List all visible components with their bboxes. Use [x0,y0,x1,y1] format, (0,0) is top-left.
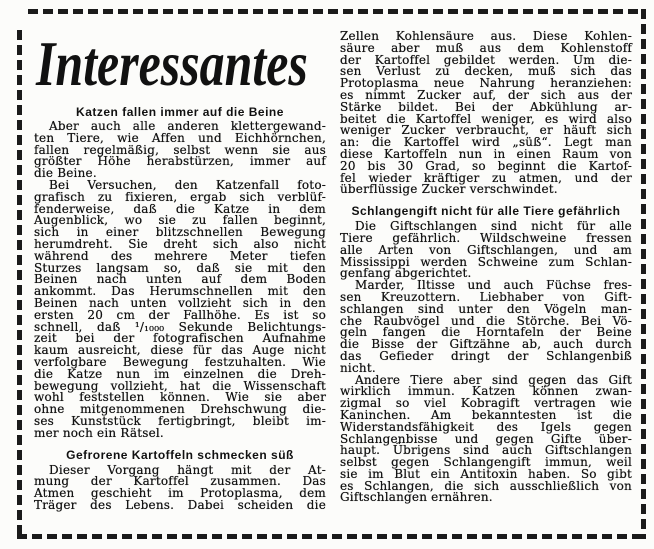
text-line: che Raubvögel und die Störche. Bei Vö- [340,313,632,328]
text-line: genfang abgerichtet. [340,266,472,281]
text-line: wirklich immun. Katzen können zwan- [340,384,632,399]
text-line: Augenblick, wo sie zu fallen beginnt, [34,213,326,228]
text-line: Die Giftschlangen sind nicht für alle [355,219,632,234]
article-heading: Katzen fallen immer auf die Beine [76,105,284,119]
text-line: mer noch ein Rätsel. [34,425,164,440]
article-cats [34,105,326,440]
page-title: Interessantes [36,28,308,99]
text-line: schnell, daß ¹/₁₀₀₀ Sekunde Belichtungs- [34,319,326,334]
text-line: zigmal so viel Kobragift vertragen wie [340,396,632,411]
text-line: Kaninchen. Am bekanntesten ist die [340,407,632,422]
text-line: der Kartoffel gebildet werden. Um die- [340,52,632,67]
text-line: sen Verlust zu decken, muß sich das [340,64,632,79]
text-line: die Bisse der Giftzähne ab, auch durch [340,337,632,352]
paragraph [340,31,632,196]
text-line: beitet die Kartoffel weniger, es wird also [340,111,632,126]
paragraph [340,280,632,374]
article-potatoes [34,448,326,512]
text-line: während des mehrere Meter tiefen [34,248,326,263]
text-line: fallen regelmäßig, selbst wenn sie aus [34,142,326,157]
text-line: Protoplasma neue Nahrung heranziehen: [340,76,632,91]
paragraph [34,462,326,512]
text-line: verfolgbare Bewegung festzuhalten. Wie [34,354,326,369]
dashed-border-bottom [17,534,645,539]
text-line: Bei Versuchen, den Katzenfall foto- [49,177,326,192]
text-line: Zellen Kohlensäure aus. Diese Kohlen- [340,29,632,43]
text-line: es nimmt Zucker auf, der sich aus der [340,87,632,102]
text-line: diese Kartoffeln nun in einen Raum von [340,146,632,161]
text-line: sie im Blut ein Antitoxin haben. So gibt [340,466,632,481]
text-line: Widerstandsfähigkeit des Igels gegen [340,419,632,434]
text-line: bewegung vollzieht, hat die Wissenschaft [34,378,326,393]
text-line: fel wieder kräftiger zu atmen, und der [340,170,632,185]
text-line: ankommt. Das Herumschnellen mit den [34,284,326,299]
text-line: Aber auch alle anderen klettergewand- [49,119,326,133]
text-line: Giftschlangen ernähren. [340,490,493,505]
paragraph [340,221,632,280]
text-line: selbst gegen Schlangengift immun, weil [340,455,632,470]
text-line: an: die Kartoffel wird „süß“. Legt man [340,135,632,150]
text-line: mung der Kartoffel zusammen. Das [34,474,326,489]
text-line: zeit bei der fotografischen Aufnahme [34,331,326,346]
text-line: kaum ausreicht, diese für das Auge nicht [34,343,326,358]
paragraph [34,177,326,440]
text-line: Beinen nach unten auf dem Boden [34,272,326,287]
text-line: schlangen sind unter den Vögeln man- [340,301,632,316]
paragraph [340,372,632,505]
right-column [340,31,632,504]
article-potatoes-continued [340,31,632,196]
dashed-border-top [28,9,645,14]
text-line: Mississippi werden Schweine zum Schlan- [340,254,632,269]
text-line: säure aber muß aus dem Kohlenstoff [340,40,632,55]
text-line: nicht. [340,360,376,375]
text-line: 20 bis 30 Grad, so beginnt die Kartof- [340,158,632,173]
text-line: ersten 20 cm der Fallhöhe. Es ist so [34,307,326,322]
left-column [34,30,326,512]
paragraph [34,121,326,180]
text-line: Marder, Iltisse und auch Füchse fres- [355,278,632,293]
text-line: die Katze nun im einzelnen die Dreh- [34,366,326,381]
text-line: ses Kunststück fertigbringt, bleibt im- [34,413,326,428]
title-box [34,30,326,102]
text-line: sen Kreuzottern. Liebhaber von Gift- [340,289,632,304]
article-heading: Schlangengift nicht für alle Tiere gefährlich [351,204,621,219]
text-line: sich in einer blitzschnellen Bewegung [34,225,326,240]
text-line: ten Tiere, wie Affen und Eichhörnchen, [34,130,326,145]
text-line: haupt. Übrigens sind auch Giftschlangen [340,443,632,458]
text-line: geln fangen die Horntafeln der Beine [340,325,632,340]
article-snakes [340,204,632,504]
text-line: alle Arten von Giftschlangen, und am [340,242,632,257]
text-line: fenderweise, daß die Katze in dem [34,201,326,216]
text-line: weniger Zucker verbraucht, er häuft sich [340,123,632,138]
text-line: größter Höhe herabstürzen, immer auf [34,154,326,169]
text-line: die Beine. [34,166,97,181]
text-line: das Gefieder dringt der Schlangenbiß [340,348,632,363]
text-line: es Schlangen, die sich ausschließlich von [340,478,632,493]
text-line: wohl feststellen können. Wie sie aber [34,390,326,405]
text-line: Tiere gefährlich. Wildschweine fressen [340,230,632,245]
text-line: ohne mitgenommenen Drehschwung die- [34,402,326,417]
text-line: herumdreht. Sie dreht sich also nicht [34,236,326,251]
text-line: Schlangenbisse und gegen Gifte über- [340,431,632,446]
text-line: Andere Tiere aber sind gegen das Gift [355,372,632,387]
text-line: Beinen nach unten vollzieht sich in den [34,295,326,310]
dashed-border-right [641,9,646,539]
text-line: Dieser Vorgang hängt mit der At- [49,462,326,477]
dashed-border-left [17,30,22,539]
text-line: überflüssige Zucker verschwindet. [340,182,558,197]
text-line: Sturzes langsam so, daß sie mit den [34,260,326,275]
article-heading: Gefrorene Kartoffeln schmecken süß [66,447,294,462]
text-line: Stärke bildet. Bei der Abkühlung ar- [340,99,632,114]
text-line: grafisch zu fixieren, ergab sich verblüf- [34,189,326,204]
text-line: Atmen geschieht im Protoplasma, dem [34,486,326,501]
text-line: Träger des Lebens. Dabei scheiden die [34,497,326,512]
